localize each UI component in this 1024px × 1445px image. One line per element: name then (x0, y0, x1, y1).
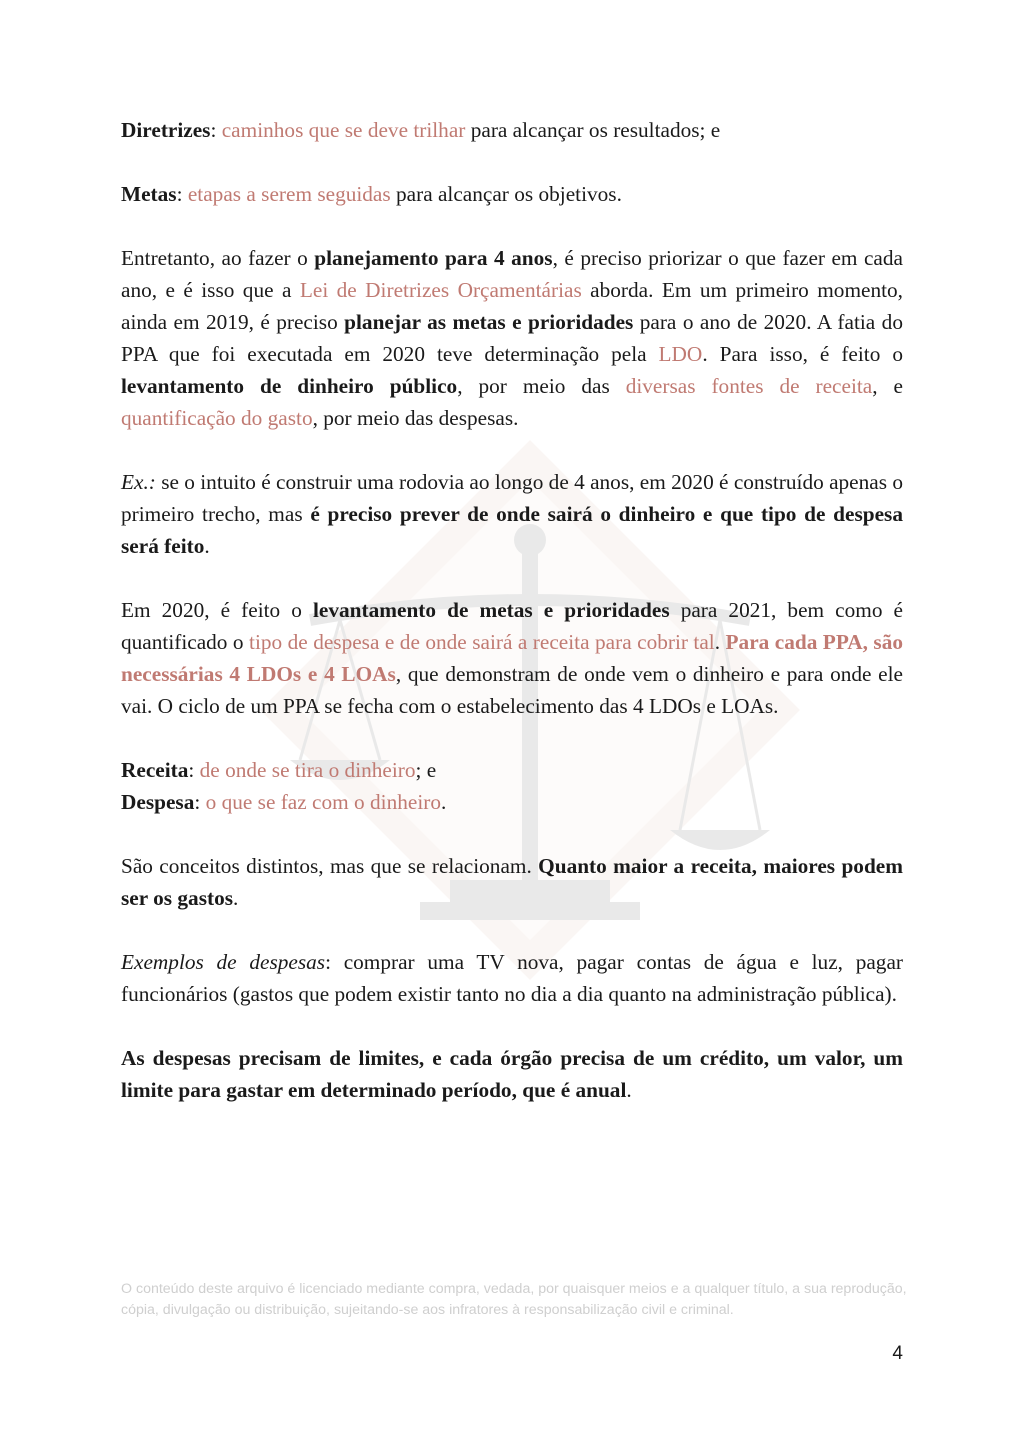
paragraph-conceitos: São conceitos distintos, mas que se relacionam. Quanto maior a receita, maiores podem ser os gastos. (121, 854, 903, 910)
license-notice: O conteúdo deste arquivo é licenciado mediante compra, vedada, por quaisquer meios e a qualquer título, a sua reprodução, cópia, divulgação ou distribuição, sujeitando-se aos infratores à responsabilização civil e criminal. (121, 1281, 907, 1318)
term-despesa: Despesa (121, 790, 195, 814)
highlight-text: etapas a serem seguidas (187, 182, 391, 206)
page-number: 4 (892, 1343, 903, 1364)
term-receita: Receita (121, 758, 189, 782)
paragraph-ppa-ciclo: Em 2020, é feito o levantamento de metas e prioridades para 2021, bem como é quantificado o tipo de despesa e de onde sairá a receita para cobrir tal. Para cada PPA, são necessárias 4 LDOs e 4 LOAs, que demonstram de onde vem o dinheiro e para onde ele vai. O ciclo de um PPA se fecha com o estabelecimento das 4 LDOs e LOAs. (121, 598, 904, 718)
paragraph-limites: As despesas precisam de limites, e cada órgão precisa de um crédito, um valor, um limite para gastar em determinado período, que é anual. (121, 1046, 903, 1102)
paragraph-exemplos-despesas: Exemplos de despesas: comprar uma TV nova, pagar contas de água e luz, pagar funcionários (gastos que podem existir tanto no dia a dia quanto na administração pública). (121, 950, 903, 1006)
term-metas: Metas (121, 182, 177, 206)
paragraph-planejamento: Entretanto, ao fazer o planejamento para 4 anos, é preciso priorizar o que fazer em cada ano, e é isso que a Lei de Diretrizes Orçamentárias aborda. Em um primeiro momento, ainda em 2019, é preciso planejar as metas e prioridades para o ano de 2020. A fatia do PPA que foi executada em 2020 teve determinação pela LDO. Para isso, é feito o levantamento de dinheiro público, por meio das diversas fontes de receita, e quantificação do gasto, por meio das despesas. (121, 246, 903, 430)
paragraph-exemplo-rodovia: Ex.: se o intuito é construir uma rodovia ao longo de 4 anos, em 2020 é construído apenas o primeiro trecho, mas é preciso prever de onde sairá o dinheiro e que tipo de despesa será feito. (121, 470, 903, 558)
spacer (121, 146, 903, 178)
term-diretrizes: Diretrizes (121, 118, 211, 142)
definition-receita-despesa: Receita: de onde se tira o dinheiro; e Despesa: o que se faz com o dinheiro. (121, 758, 447, 814)
document-body (121, 114, 903, 1138)
highlight-text: caminhos que se deve trilhar (221, 118, 466, 142)
definition-metas: Metas: etapas a serem seguidas para alcançar os objetivos. (121, 182, 622, 206)
definition-diretrizes: Diretrizes: caminhos que se deve trilhar para alcançar os resultados; e (121, 118, 721, 142)
